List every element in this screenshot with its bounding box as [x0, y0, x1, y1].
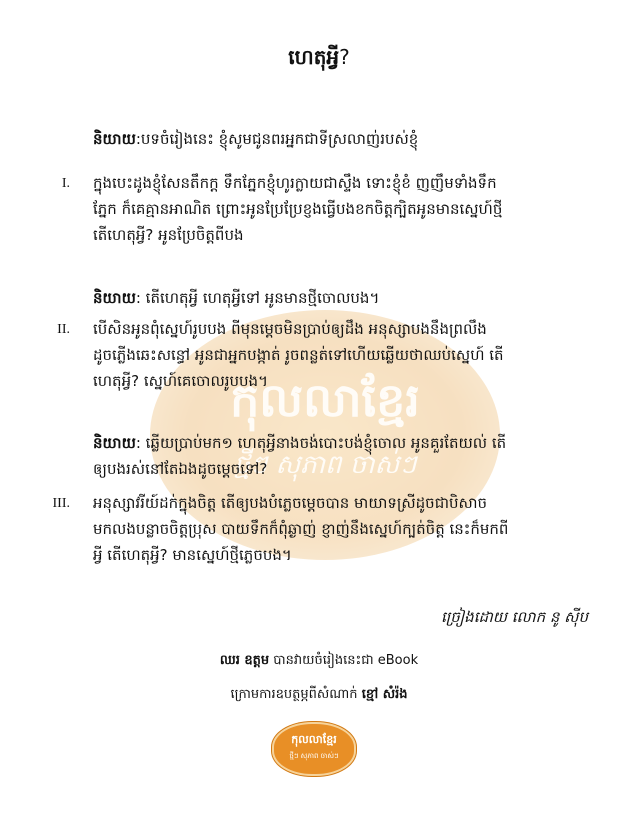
narrator-label: និយាយ [93, 434, 136, 452]
verse-line: ភ្នែក ក៏គេគ្មានអាណិត ព្រោះអូនប្រែប្រែខ្ញងធ្វើបងខកចិត្តក្បិតអូនមានស្នេហ៍ថ្មី [93, 200, 503, 218]
singer-credit: ច្រៀងដោយ លោក នូ ស៊ីប [440, 608, 588, 626]
logo-line2: ថ្មីៗ សុភាព ចាស់ៗ [289, 752, 339, 760]
logo-line1: កុលលាខ្មែរ [291, 733, 337, 746]
narration-2 [93, 285, 593, 311]
narration-text: : តើហេតុអ្វី ហេតុអ្វីទៅ អូនមានថ្មីចោលបង។ [135, 289, 380, 307]
verse-numeral-1: I. [61, 176, 70, 191]
song-title [0, 44, 638, 74]
watermark-line1: កុលលាខ្មែរ [230, 373, 420, 427]
verse-line: ហេតុអ្វី? ស្នេហ៍គេចោលរូបបង។ [93, 372, 268, 390]
typist-text: បានវាយចំរៀងនេះជា eBook [273, 653, 419, 668]
typist-name: ឈរ ឧត្តម [219, 653, 270, 668]
verse-line: អនុស្សាវរីយ៍ដក់ក្នុងចិត្ត តើឲ្យបងបំភ្លេចម្តេចបាន មាយាទស្រីដូចជាបិសាច [93, 494, 488, 512]
verse-numeral-2: II. [57, 322, 70, 337]
narrator-label: និយាយ [93, 289, 136, 307]
narration-continued: ឲ្យបងរស់នៅតែឯងដូចម្តេចទៅ? [93, 460, 268, 478]
title-text: ហេតុអ្វី [288, 45, 340, 69]
sponsor-text: ក្រោមការឧបត្ថម្ភពីសំណាក់ [230, 687, 358, 702]
title-mark: ? [339, 45, 350, 69]
verse-3 [93, 490, 593, 568]
verse-line: ដូចភ្លើងឆេះសន្ធៅ អូនជាអ្នកបង្កាត់ រូចពន្លត់ទៅហើយឆ្លើយថាឈប់ស្នេហ៍ តើ [93, 346, 504, 364]
verse-line: ក្នុងបេះដូងខ្ញុំសែនតឹកក្ត ទឹកភ្នែកខ្ញុំហូរក្លាយជាស្ទឹង ទោះខ្ញុំខំ ញញឹមទាំងទឹក [93, 174, 497, 192]
narration-text: : ឆ្លើយប្រាប់មក១ ហេតុអ្វីនាងចង់បោះបង់ខ្ញុំចោល អូនគួរតែយល់ តើ [135, 434, 507, 452]
verse-line: អ្វី តើហេតុអ្វី? មានស្នេហ៍ថ្មីភ្លេចបង។ [93, 546, 292, 564]
verse-1 [93, 170, 593, 248]
verse-line: បើសិនអូនពុំស្នេហ៍រូបបង ពីមុនម្តេចមិនប្រាប់ឲ្យដឹង អនុស្សាបងនឹងព្រលឹង [93, 320, 487, 338]
site-logo [272, 722, 356, 776]
narration-3 [93, 430, 593, 482]
sponsor-credit [0, 686, 638, 705]
verse-2 [93, 316, 593, 394]
narration-text: :បទចំរៀងនេះ ខ្ញុំសូមជូនពរអ្នកជាទីស្រលាញ់របស់ខ្ញុំ [135, 130, 419, 148]
watermark-line2: ថ្មីៗ សុភាព ចាស់ៗ [233, 450, 417, 480]
sponsor-name: ខ្មៅ សំរ៉ង [361, 687, 408, 702]
narration-1 [93, 126, 593, 152]
verse-line: តើហេតុអ្វី? អូនប្រែចិត្តពីបង [93, 226, 244, 244]
narrator-label: និយាយ [93, 130, 136, 148]
typist-credit [0, 652, 638, 671]
verse-line: មកលងបន្លាចចិត្តប្រុស បាយទឹកក៏ពុំឆ្ងាញ់ ខ្ញាញ់នឹងស្នេហ៍ក្បត់ចិត្ត នេះក៏មកពី [93, 520, 509, 538]
verse-numeral-3: III. [52, 496, 70, 511]
